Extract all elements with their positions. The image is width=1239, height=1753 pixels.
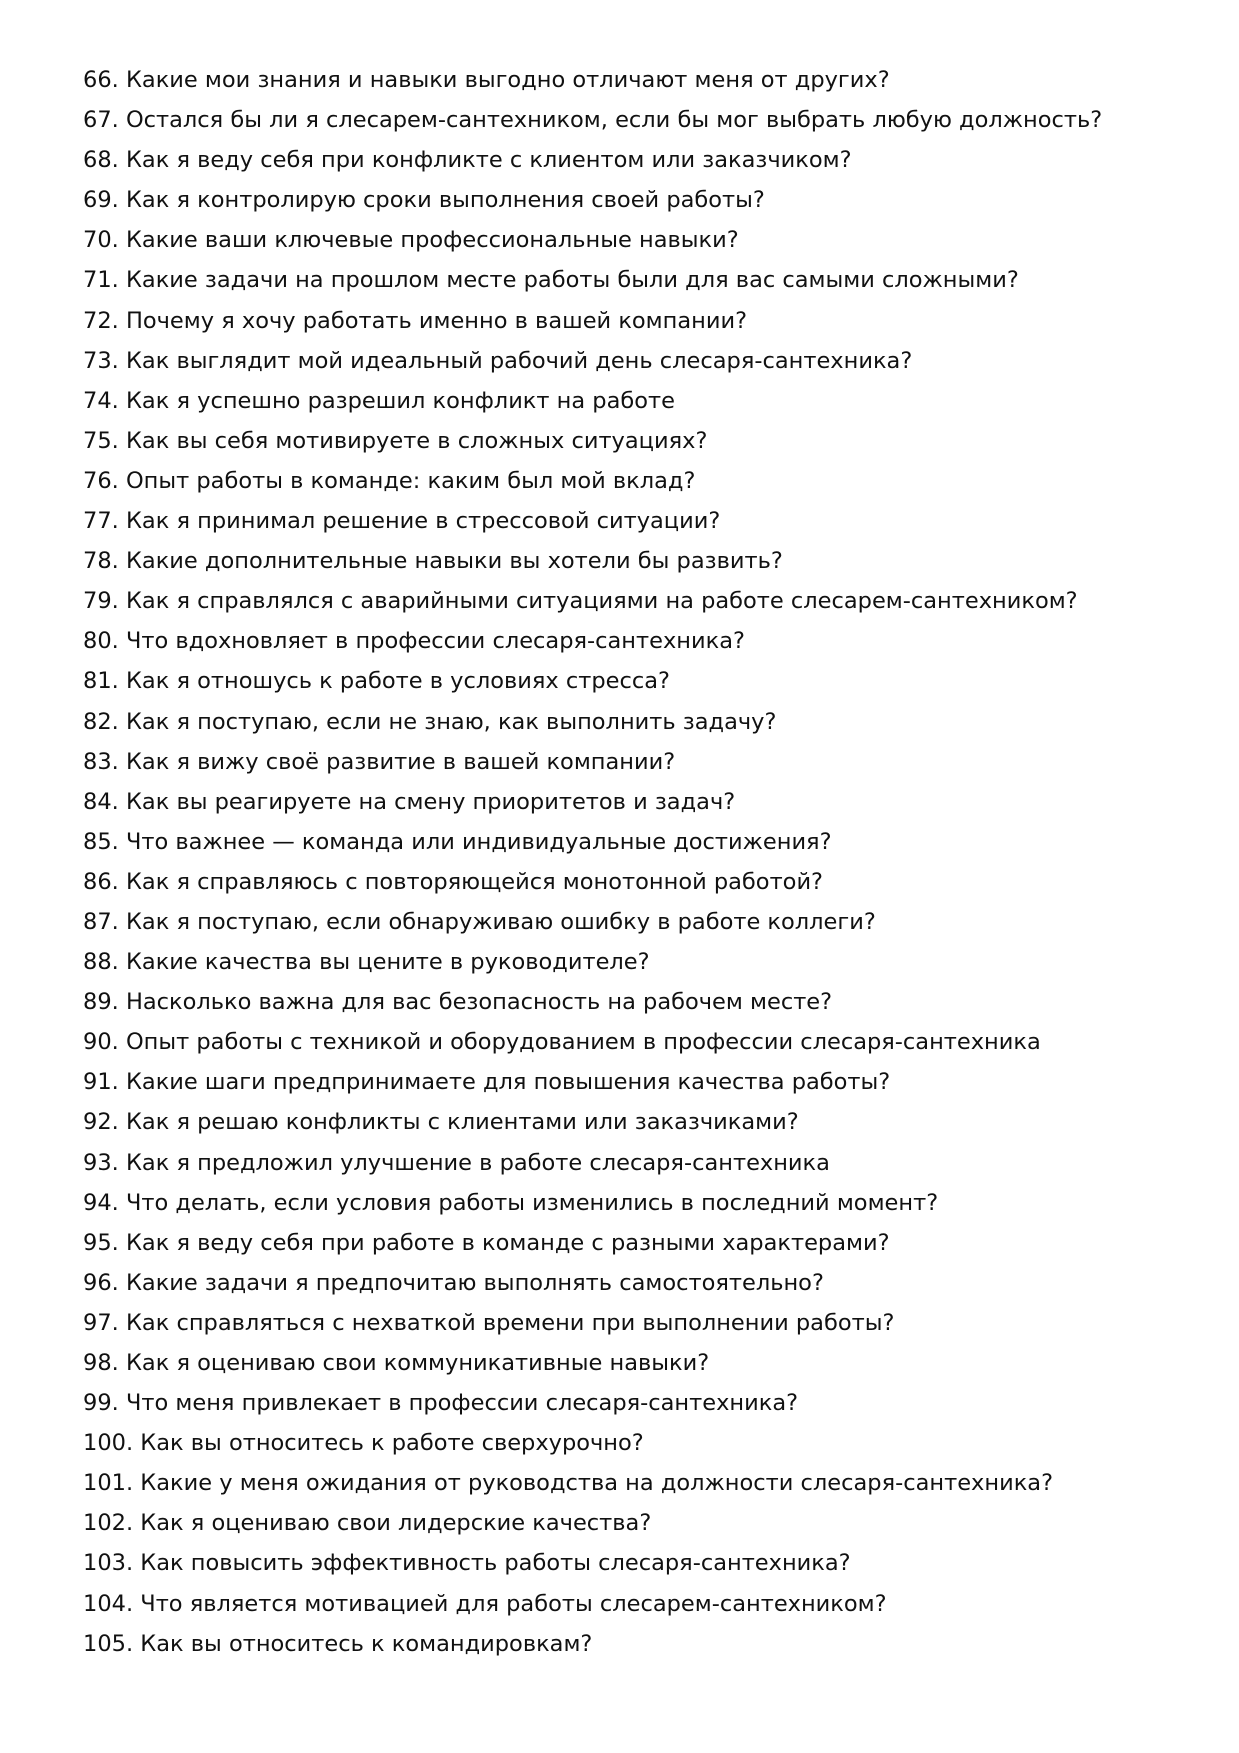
question-text: Какие шаги предпринимаете для повышения качества работы? [125,1069,891,1096]
question-text: Как я веду себя при работе в команде с разными характерами? [125,1229,890,1256]
question-text: Какие дополнительные навыки вы хотели бы развить? [125,548,783,575]
question-text: Какие задачи я предпочитаю выполнять самостоятельно? [125,1269,824,1296]
list-item [83,1062,1102,1102]
list-item [83,1584,1102,1624]
list-item [83,1383,1102,1423]
list-item [83,1102,1102,1142]
question-text: Какие у меня ожидания от руководства на должности слесаря-сантехника? [140,1470,1054,1497]
question-number: 67. [83,107,119,134]
question-text: Насколько важна для вас безопасность на рабочем месте? [125,989,833,1016]
list-item [83,501,1102,541]
question-number: 94. [83,1189,119,1216]
list-item [83,341,1102,381]
question-text: Как вы относитесь к работе сверхурочно? [140,1430,644,1457]
question-number: 87. [83,908,119,935]
question-text: Опыт работы с техникой и оборудованием в профессии слесаря-сантехника [125,1029,1041,1056]
question-number: 72. [83,307,119,334]
list-item [83,421,1102,461]
question-text: Как повысить эффективность работы слесаря-сантехника? [140,1550,851,1577]
question-list [83,60,1102,1664]
list-item [83,220,1102,260]
list-item [83,301,1102,341]
question-number: 66. [83,67,119,93]
list-item [83,702,1102,742]
question-text: Как справляться с нехваткой времени при выполнении работы? [125,1309,895,1336]
list-item [83,581,1102,621]
question-text: Опыт работы в команде: каким был мой вклад? [125,467,696,494]
question-number: 68. [83,147,119,174]
list-item [83,942,1102,982]
question-number: 98. [83,1350,119,1376]
question-number: 75. [83,427,119,454]
question-text: Что вдохновляет в профессии слесаря-сантехника? [125,628,745,655]
list-item [83,180,1102,220]
question-text: Как я отношусь к работе в условиях стресса? [125,668,670,695]
question-number: 93. [83,1149,119,1176]
question-number: 74. [83,387,119,414]
list-item [83,982,1102,1022]
question-text: Как вы себя мотивируете в сложных ситуациях? [125,427,708,454]
question-text: Как я оцениваю свои лидерские качества? [140,1510,652,1537]
list-item [83,902,1102,942]
question-number: 85. [83,828,119,855]
question-text: Как я справлялся с аварийными ситуациями на работе слесарем-сантехником? [125,588,1078,615]
list-item [83,461,1102,501]
list-item [83,822,1102,862]
list-item [83,100,1102,140]
list-item [83,60,1102,100]
question-number: 70. [83,227,119,254]
list-item [83,1543,1102,1583]
question-text: Как я вижу своё развитие в вашей компании? [125,748,676,775]
list-item [83,381,1102,421]
list-item [83,260,1102,300]
question-number: 71. [83,267,119,294]
question-text: Что является мотивацией для работы слесарем-сантехником? [140,1590,887,1617]
list-item [83,1463,1102,1503]
question-text: Как я поступаю, если обнаруживаю ошибку в работе коллеги? [125,908,876,935]
question-text: Что важнее — команда или индивидуальные достижения? [125,828,832,855]
question-number: 104. [83,1590,134,1617]
question-number: 96. [83,1269,119,1296]
question-text: Какие качества вы цените в руководителе? [125,949,650,976]
list-item [83,1624,1102,1664]
question-number: 90. [83,1029,119,1056]
question-text: Как я успешно разрешил конфликт на работе [125,387,675,414]
question-number: 79. [83,588,119,615]
question-number: 81. [83,668,119,695]
list-item [83,621,1102,661]
question-text: Как я справляюсь с повторяющейся монотонной работой? [125,868,824,895]
question-number: 100. [83,1430,134,1457]
question-number: 102. [83,1510,134,1537]
question-text: Почему я хочу работать именно в вашей компании? [125,307,748,334]
question-text: Как вы относитесь к командировкам? [140,1630,593,1657]
question-text: Какие мои знания и навыки выгодно отличают меня от других? [125,67,890,93]
question-number: 97. [83,1309,119,1336]
question-number: 101. [83,1470,134,1497]
question-text: Остался бы ли я слесарем-сантехником, если бы мог выбрать любую должность? [125,107,1103,134]
list-item [83,742,1102,782]
list-item [83,541,1102,581]
question-number: 69. [83,187,119,214]
question-text: Как вы реагируете на смену приоритетов и задач? [125,788,736,815]
question-number: 103. [83,1550,134,1577]
question-number: 77. [83,508,119,535]
list-item [83,661,1102,701]
question-text: Как я принимал решение в стрессовой ситуации? [125,508,721,535]
list-item [83,1503,1102,1543]
question-number: 82. [83,708,119,735]
list-item [83,1143,1102,1183]
list-item [83,1183,1102,1223]
question-number: 92. [83,1109,119,1136]
question-text: Что меня привлекает в профессии слесаря-сантехника? [125,1390,799,1417]
question-number: 105. [83,1630,134,1657]
question-number: 95. [83,1229,119,1256]
question-number: 89. [83,989,119,1016]
list-item [83,1303,1102,1343]
question-text: Как я решаю конфликты с клиентами или заказчиками? [125,1109,799,1136]
question-number: 76. [83,467,119,494]
question-text: Какие задачи на прошлом месте работы были для вас самыми сложными? [125,267,1019,294]
list-item [83,1263,1102,1303]
list-item [83,1022,1102,1062]
list-item [83,1343,1102,1383]
question-number: 84. [83,788,119,815]
question-text: Какие ваши ключевые профессиональные навыки? [125,227,739,254]
question-text: Как выглядит мой идеальный рабочий день слесаря-сантехника? [125,347,913,374]
question-number: 91. [83,1069,119,1096]
question-number: 83. [83,748,119,775]
question-number: 78. [83,548,119,575]
list-item [83,1223,1102,1263]
list-item [83,1423,1102,1463]
question-number: 99. [83,1390,119,1417]
list-item [83,140,1102,180]
question-text: Как я веду себя при конфликте с клиентом или заказчиком? [125,147,852,174]
list-item [83,862,1102,902]
list-item [83,782,1102,822]
question-text: Как я оцениваю свои коммуникативные навыки? [125,1350,710,1376]
question-text: Как я поступаю, если не знаю, как выполнить задачу? [125,708,777,735]
question-number: 86. [83,868,119,895]
question-text: Как я предложил улучшение в работе слесаря-сантехника [125,1149,830,1176]
question-number: 88. [83,949,119,976]
question-number: 73. [83,347,119,374]
question-number: 80. [83,628,119,655]
question-text: Как я контролирую сроки выполнения своей работы? [125,187,765,214]
question-text: Что делать, если условия работы изменились в последний момент? [125,1189,939,1216]
